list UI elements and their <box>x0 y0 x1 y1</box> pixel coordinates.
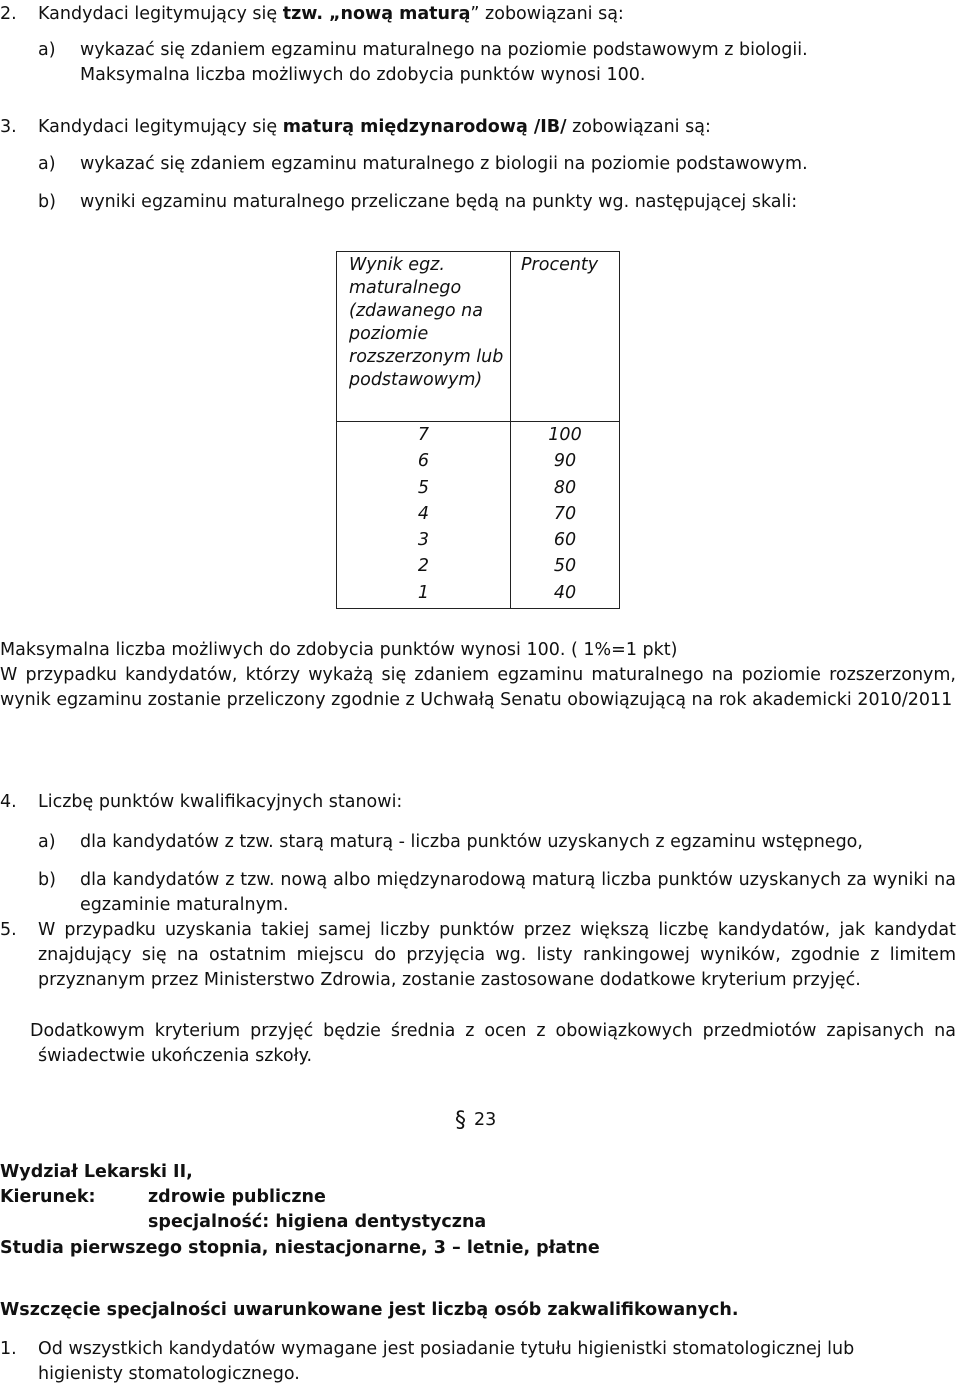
item2-a-line2: Maksymalna liczba możliwych do zdobycia punktów wynosi 100. <box>80 65 646 85</box>
conversion-table <box>336 251 620 609</box>
table-cell-result: 2 <box>417 556 430 577</box>
header-exam-result: Wynik egz. maturalnego (zdawanego na poziomie rozszerzonym lub podstawowym) <box>337 252 511 422</box>
section-sign: § <box>455 1108 466 1133</box>
table-cell-result: 3 <box>417 530 430 551</box>
item2-a-label: a) <box>38 40 56 60</box>
final-item-line1: Od wszystkich kandydatów wymagane jest posiadanie tytułu higienistki stomatologicznej lub <box>38 1339 855 1359</box>
table-header-row <box>337 252 620 422</box>
kierunek-value: zdrowie publiczne <box>148 1187 326 1207</box>
item5-text: W przypadku uzyskania takiej samej liczby punktów przez większą liczbę kandydatów, jak kandydat znajdujący się na ostatnim miejscu do przyjęcia wg. listy rankingowej wyników, zgodnie z limitem przyznanym przez Ministerstwo Zdrowia, zostanie zastosowane dodatkowe kryterium przyjęć. <box>38 920 956 990</box>
item4-a-text: dla kandydatów z tzw. starą maturą - liczba punktów uzyskanych z egzaminu wstępnego, <box>80 832 863 852</box>
item4-b-text: dla kandydatów z tzw. nową albo międzynarodową maturą liczba punktów uzyskanych za wyniki na egzaminie maturalnym. <box>80 870 956 915</box>
extended-level-paragraph: W przypadku kandydatów, którzy wykażą się zdaniem egzaminu maturalnego na poziomie rozszerzonym, wynik egzaminu zostanie przeliczony zgodnie z Uchwałą Senatu obowiązującą na rok akademicki 2010/2011 <box>0 665 956 710</box>
item2-heading: Kandydaci legitymujący się tzw. „nową maturą” zobowiązani są: <box>38 4 624 24</box>
specjalnosc: specjalność: higiena dentystyczna <box>148 1212 487 1232</box>
column-percent-values <box>511 422 620 609</box>
table-cell-result: 5 <box>417 477 430 498</box>
item3-b-label: b) <box>38 192 56 212</box>
table-cell-percent: 70 <box>553 503 577 524</box>
condition-line: Wszczęcie specjalności uwarunkowane jest liczbą osób zakwalifikowanych. <box>0 1300 739 1320</box>
item5-extra-criterion: Dodatkowym kryterium przyjęć będzie średnia z ocen z obowiązkowych przedmiotów zapisanych na świadectwie ukończenia szkoły. <box>30 1021 956 1066</box>
table-cell-percent: 60 <box>553 530 577 551</box>
item3-heading: Kandydaci legitymujący się maturą międzynarodową /IB/ zobowiązani są: <box>38 117 711 137</box>
item4-a-label: a) <box>38 832 56 852</box>
final-item-number: 1. <box>0 1339 17 1359</box>
column-exam-result-values <box>337 422 511 609</box>
table-cell-percent: 90 <box>553 451 577 472</box>
kierunek-label: Kierunek: <box>0 1187 96 1207</box>
item4-b-label: b) <box>38 870 56 890</box>
item4-number: 4. <box>0 792 17 812</box>
item4-heading: Liczbę punktów kwalifikacyjnych stanowi: <box>38 792 403 812</box>
study-type: Studia pierwszego stopnia, niestacjonarne, 3 – letnie, płatne <box>0 1238 600 1258</box>
table-cell-percent: 50 <box>553 556 577 577</box>
item2-number: 2. <box>0 4 17 24</box>
item3-a-text: wykazać się zdaniem egzaminu maturalnego z biologii na poziomie podstawowym. <box>80 154 808 174</box>
table-cell-percent: 40 <box>553 582 577 603</box>
header-percent: Procenty <box>511 252 620 422</box>
item3-number: 3. <box>0 117 17 137</box>
table-cell-percent: 80 <box>553 477 577 498</box>
max-points-line: Maksymalna liczba możliwych do zdobycia punktów wynosi 100. ( 1%=1 pkt) <box>0 640 678 660</box>
table-cell-percent: 100 <box>548 425 582 445</box>
item3-a-label: a) <box>38 154 56 174</box>
table-cell-result: 7 <box>417 425 430 445</box>
table-cell-result: 1 <box>417 582 430 603</box>
table-cell-result: 4 <box>417 503 430 524</box>
table-cell-result: 6 <box>417 451 430 472</box>
item5-number: 5. <box>0 920 17 940</box>
item3-b-text: wyniki egzaminu maturalnego przeliczane będą na punkty wg. następującej skali: <box>80 192 798 212</box>
section-number: 23 <box>474 1110 497 1130</box>
faculty-title: Wydział Lekarski II, <box>0 1162 193 1182</box>
item2-a-line1: wykazać się zdaniem egzaminu maturalnego na poziomie podstawowym z biologii. <box>80 40 808 60</box>
final-item-line2: higienisty stomatologicznego. <box>38 1364 300 1384</box>
table-values-row <box>337 422 620 609</box>
